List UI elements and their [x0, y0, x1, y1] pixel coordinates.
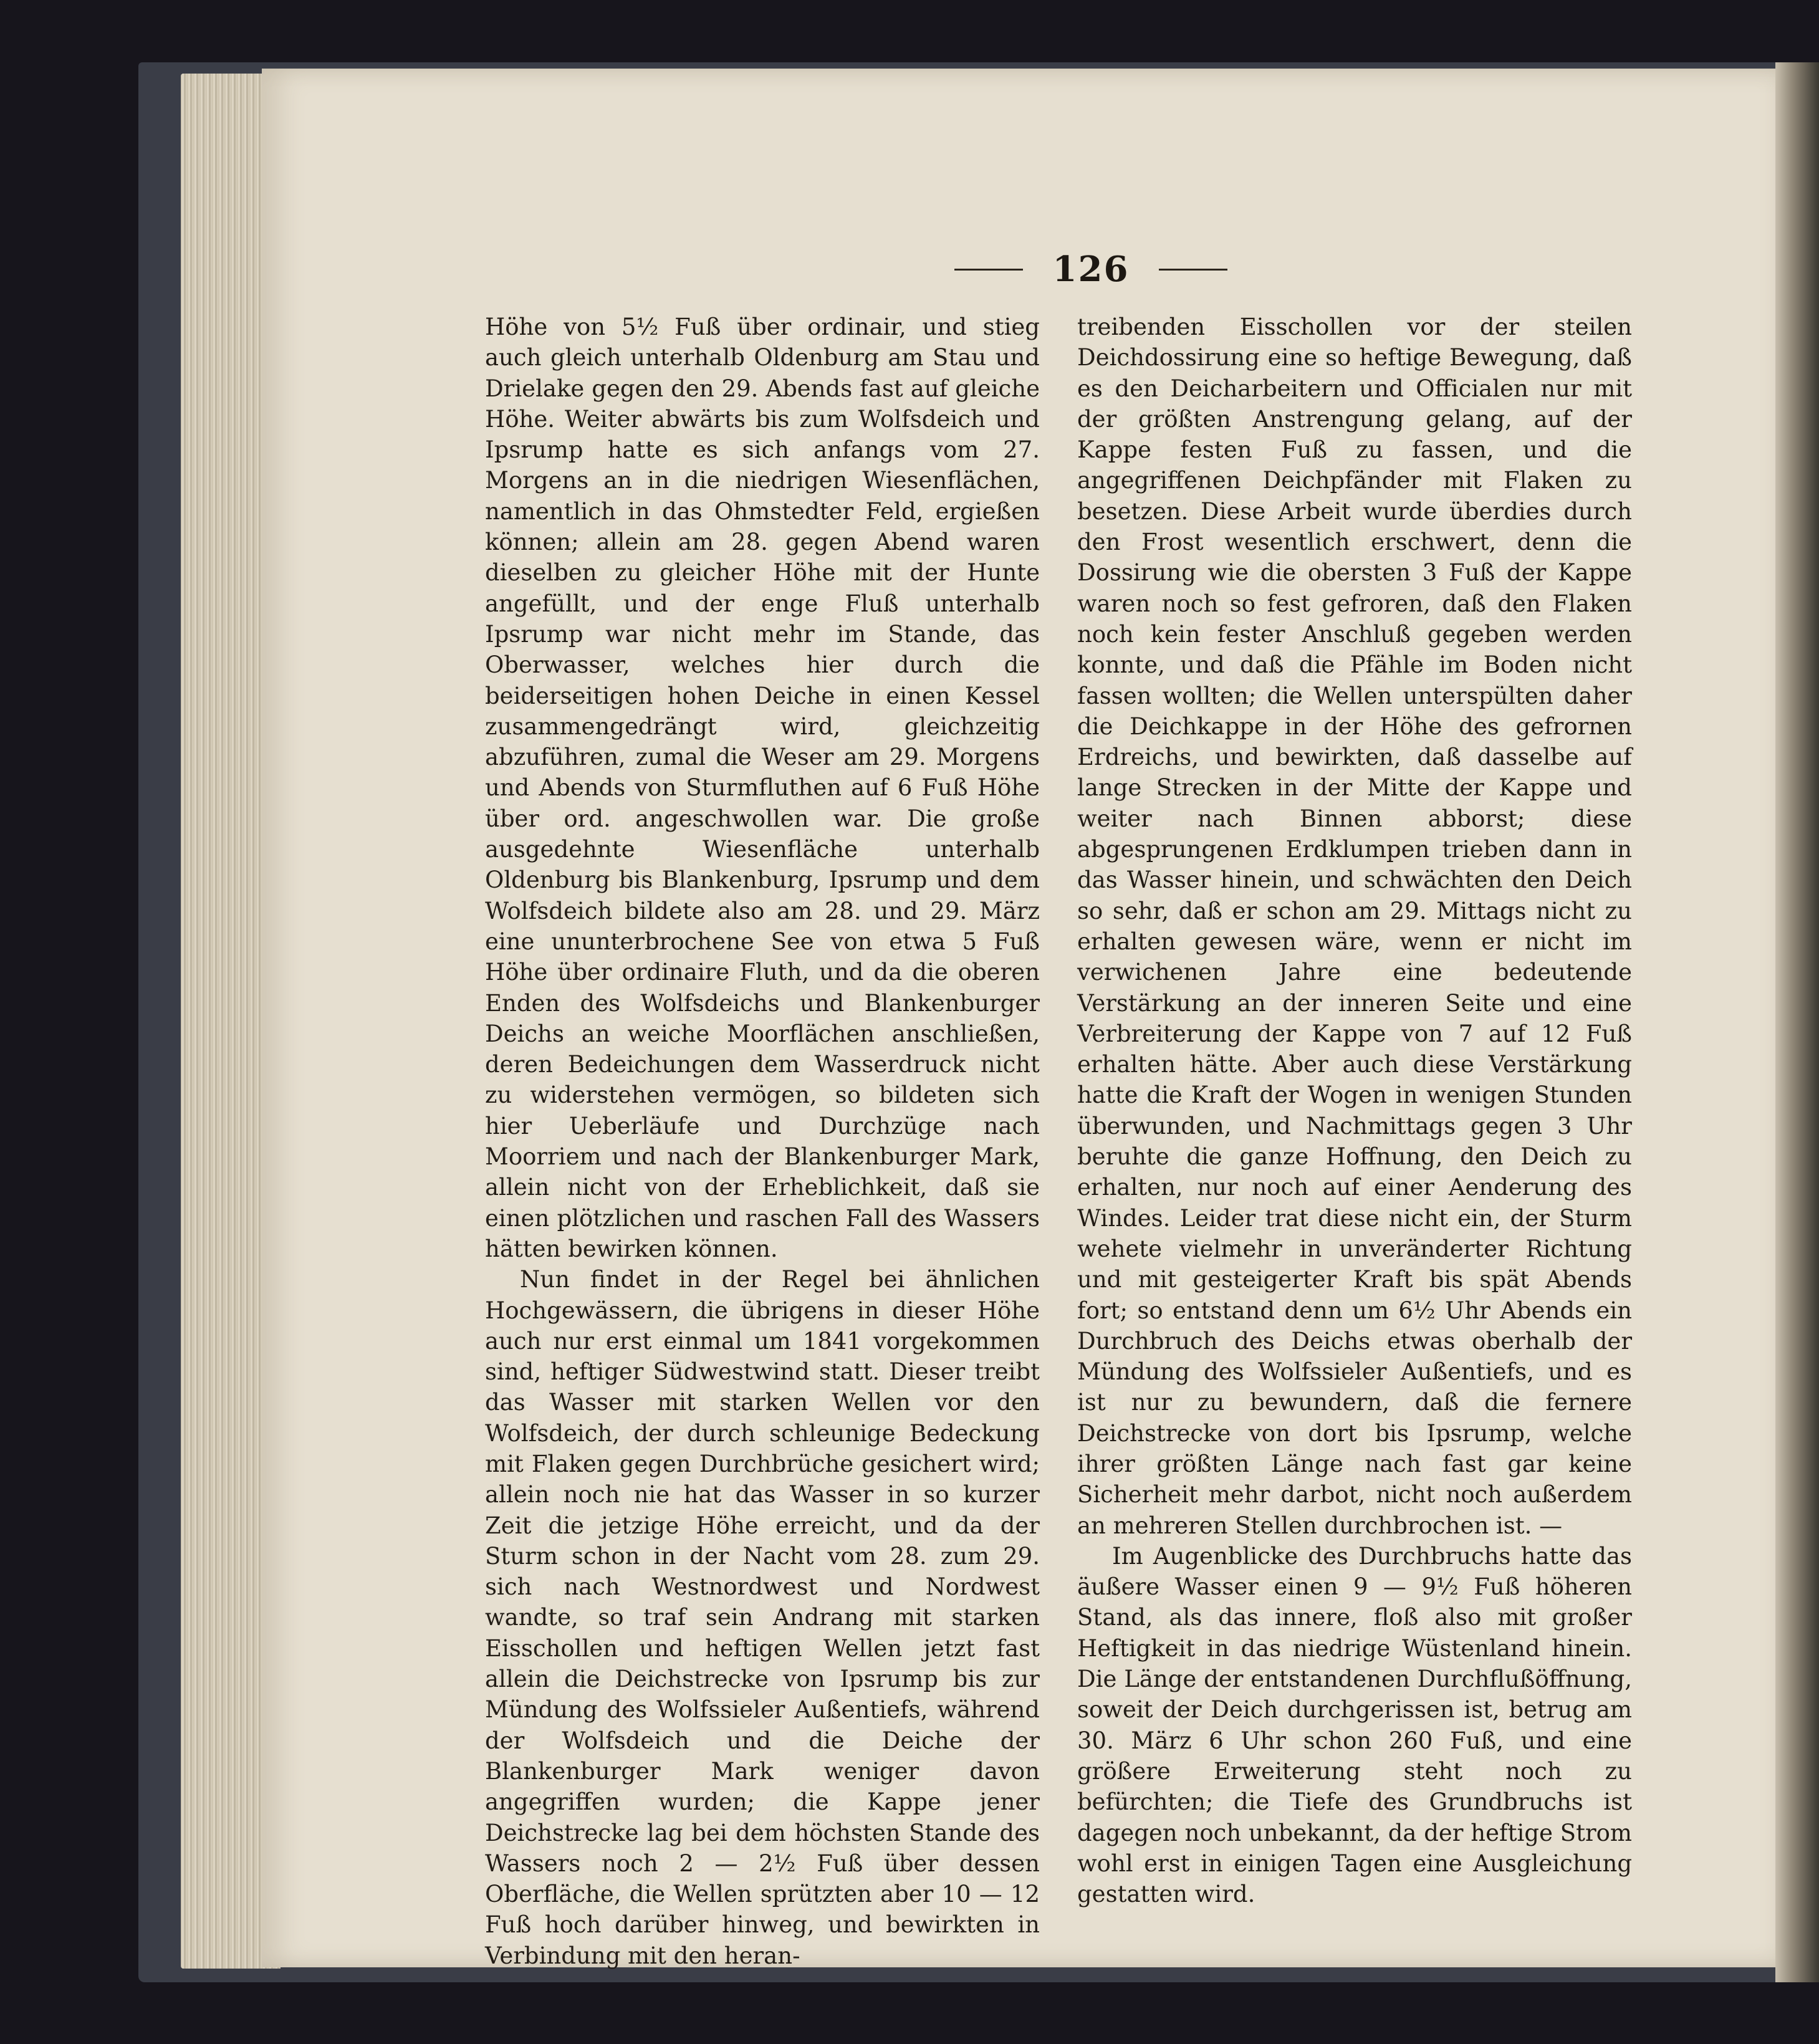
book-gutter	[1775, 62, 1819, 1982]
paragraph: Im Augenblicke des Durchbruchs hatte das äußere Wasser einen 9 — 9½ Fuß höheren Stand, als das innere, floß also mit großer Heftigkeit in das niedrige Wüstenland hinein. Die Länge der entstandenen Durchflußöffnung, soweit der Deich durchgerissen ist, betrug am 30. März 6 Uhr schon 260 Fuß, und eine größere Erweiterung steht noch zu befürchten; die Tiefe des Grundbruchs ist dagegen noch unbekannt, da der heftige Strom wohl erst in einigen Tagen eine Ausgleichung gestatten wird.	[1077, 1542, 1632, 1908]
header-rule-right	[1159, 269, 1227, 271]
paragraph: treibenden Eisschollen vor der steilen Deichdossirung eine so heftige Bewegung, daß es den Deicharbeitern und Officialen nur mit der größten Anstrengung gelang, auf der Kappe festen Fuß zu fassen, und die angegriffenen Deichpfänder mit Flaken zu besetzen. Diese Arbeit wurde überdies durch den Frost wesentlich erschwert, denn die Dossirung wie die obersten 3 Fuß der Kappe waren noch so fest gefroren, daß den Flaken noch kein fester Anschluß gegeben werden konnte, und daß die Pfähle im Boden nicht fassen wollten; die Wellen unterspülten daher die Deichkappe in der Höhe des gefrornen Erdreichs, und bewirkten, daß dasselbe auf lange Strecken in der Mitte der Kappe und weiter nach Binnen abborst; diese abgesprungenen Erdklumpen trieben dann in das Wasser hinein, und schwächten den Deich so sehr, daß er schon am 29. Mittags nicht zu erhalten gewesen wäre, wenn er nicht im verwichenen Jahre eine bedeutende Verstärkung an der inneren Seite und eine Verbreiterung der Kappe von 7 auf 12 Fuß erhalten hätte. Aber auch diese Verstärkung hatte die Kraft der Wogen in wenigen Stunden überwunden, und Nachmittags gegen 3 Uhr beruhte die ganze Hoffnung, den Deich zu erhalten, nur noch auf einer Aenderung des Windes. Leider trat diese nicht ein, der Sturm wehete vielmehr in unveränderter Richtung und mit gesteigerter Kraft bis spät Abends fort; so entstand denn um 6½ Uhr Abends ein Durchbruch des Deichs etwas oberhalb der Mündung des Wolfssieler Außentiefs, und es ist nur zu bewundern, daß die fernere Deichstrecke von dort bis Ipsrump, welche ihrer größten Länge nach fast gar keine Sicherheit mehr darbot, nicht noch außerdem an mehreren Stellen durchbrochen ist. —	[1077, 314, 1632, 1539]
right-column	[1077, 312, 1632, 1909]
page-header	[873, 244, 1309, 294]
page-number: 126	[1052, 249, 1130, 290]
header-rule-left	[954, 269, 1023, 271]
paragraph: Höhe von 5½ Fuß über ordinair, und stieg auch gleich unterhalb Oldenburg am Stau und Drielake gegen den 29. Abends fast auf gleiche Höhe. Weiter abwärts bis zum Wolfsdeich und Ipsrump hatte es sich anfangs vom 27. Morgens an in die niedrigen Wiesenflächen, namentlich in das Ohmstedter Feld, ergießen können; allein am 28. gegen Abend waren dieselben zu gleicher Höhe mit der Hunte angefüllt, und der enge Fluß unterhalb Ipsrump war nicht mehr im Stande, das Oberwasser, welches hier durch die beiderseitigen hohen Deiche in einen Kessel zusammengedrängt wird, gleichzeitig abzuführen, zumal die Weser am 29. Morgens und Abends von Sturmfluthen auf 6 Fuß Höhe über ord. angeschwollen war. Die große ausgedehnte Wiesenfläche unterhalb Oldenburg bis Blankenburg, Ipsrump und dem Wolfsdeich bildete also am 28. und 29. März eine ununterbrochene See von etwa 5 Fuß Höhe über ordinaire Fluth, und da die oberen Enden des Wolfsdeichs und Blankenburger Deichs an weiche Moorflächen anschließen, deren Bedeichungen dem Wasserdruck nicht zu widerstehen vermögen, so bildeten sich hier Ueberläufe und Durchzüge nach Moorriem und nach der Blankenburger Mark, allein nicht von der Erheblichkeit, daß sie einen plötzlichen und raschen Fall des Wassers hätten bewirken können.	[485, 314, 1040, 1262]
paragraph: Nun findet in der Regel bei ähnlichen Hochgewässern, die übrigens in dieser Höhe auch nur erst einmal um 1841 vorgekommen sind, heftiger Südwestwind statt. Dieser treibt das Wasser mit starken Wellen vor den Wolfsdeich, der durch schleunige Bedeckung mit Flaken gegen Durchbrüche gesichert wird; allein noch nie hat das Wasser in so kurzer Zeit die jetzige Höhe erreicht, und da der Sturm schon in der Nacht vom 28. zum 29. sich nach Westnordwest und Nordwest wandte, so traf sein Andrang mit starken Eisschollen und heftigen Wellen jetzt fast allein die Deichstrecke von Ipsrump bis zur Mündung des Wolfssieler Außentiefs, während der Wolfsdeich und die Deiche der Blankenburger Mark weniger davon angegriffen wurden; die Kappe jener Deichstrecke lag bei dem höchsten Stande des Wassers noch 2 — 2½ Fuß über dessen Oberfläche, die Wellen sprützten aber 10 — 12 Fuß hoch darüber hinweg, und bewirkten in Verbindung mit den heran-	[485, 1266, 1040, 1969]
left-column	[485, 312, 1040, 1971]
